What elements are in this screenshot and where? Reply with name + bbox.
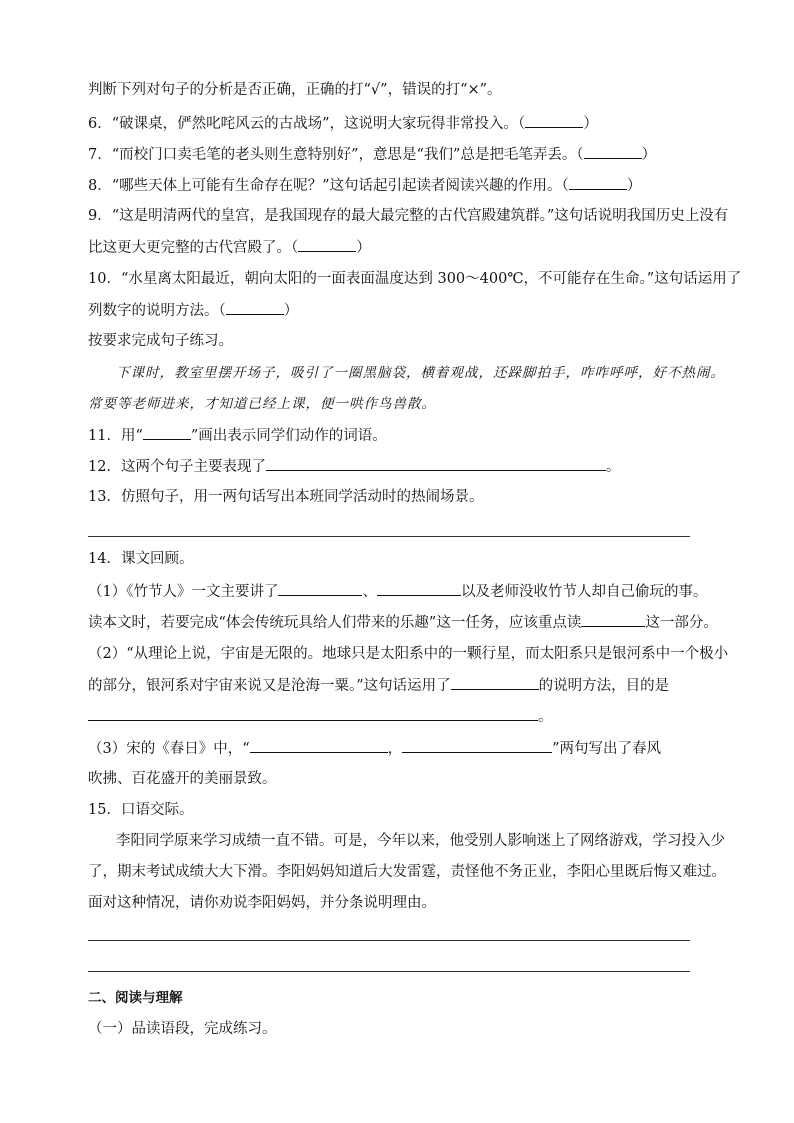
question-13: 13．仿照句子，用一两句话写出本班同学活动时的热闹场景。 <box>88 489 484 505</box>
question-14: 14．课文回顾。 <box>88 551 194 567</box>
answer-blank-14-1b[interactable] <box>377 581 461 596</box>
instruction-line: 判断下列对句子的分析是否正确，正确的打“√”，错误的打“×”。 <box>88 82 502 98</box>
question-14-2-line2: 的部分，银河系对宇宙来说又是沧海一粟。”这句话运用了 的说明方法，目的是 <box>88 675 669 696</box>
answer-blank-14-2a[interactable] <box>451 675 539 690</box>
answer-blank-14-1c[interactable] <box>581 612 645 627</box>
question-10-line1: 10．“水星离太阳最近，朝向太阳的一面表面温度达到 300～400℃，不可能存在生命。”这句话运用了 <box>88 271 742 287</box>
section-heading-reading: 二、阅读与理解 <box>88 990 183 1006</box>
answer-line-15b[interactable] <box>88 971 690 972</box>
question-10-line2: 列数字的说明方法。（ ） <box>88 300 298 321</box>
question-15-para-line2: 了，期末考试成绩大大下滑。李阳妈妈知道后大发雷霆，责怪他不务正业，李阳心里既后悔又难过。 <box>88 864 726 880</box>
question-14-3-line2: 吹拂、百花盛开的美丽景致。 <box>88 771 277 787</box>
question-8: 8．“哪些天体上可能有生命存在呢？”这句话起引起读者阅读兴趣的作用。（ ） <box>88 175 641 196</box>
subsection-heading: （一）品读语段，完成练习。 <box>88 1021 277 1037</box>
answer-line-15a[interactable] <box>88 940 690 941</box>
passage-line1: 下课时，教室里摆开场子，吸引了一圈黑脑袋，横着观战，还跺脚拍手，咋咋呼呼，好不热闹。 <box>116 365 725 381</box>
answer-blank-8[interactable] <box>569 175 627 190</box>
answer-line-13[interactable] <box>88 536 690 537</box>
underline-sample <box>143 425 191 440</box>
question-14-1-line1: （1）《竹节人》一文主要讲了 、 以及老师没收竹节人却自己偷玩的事。 <box>88 581 707 602</box>
answer-blank-14-1a[interactable] <box>278 581 362 596</box>
answer-blank-10[interactable] <box>226 300 284 315</box>
question-6: 6．“破课桌，俨然叱咤风云的古战场”，这说明大家玩得非常投入。（ ） <box>88 113 598 134</box>
answer-blank-6[interactable] <box>525 113 583 128</box>
answer-blank-14-2b[interactable] <box>88 706 538 721</box>
answer-blank-7[interactable] <box>584 144 642 159</box>
question-14-1-line2: 读本文时，若要完成“体会传统玩具给人们带来的乐趣”这一任务，应该重点读 这一部分。 <box>88 612 718 633</box>
answer-blank-14-3b[interactable] <box>402 738 552 753</box>
question-11: 11．用“ ”画出表示同学们动作的词语。 <box>88 425 387 446</box>
question-15-para-line3: 面对这种情况，请你劝说李阳妈妈，并分条说明理由。 <box>88 895 436 911</box>
question-14-2-line1: （2）“从理论上说，宇宙是无限的。地球只是太阳系中的一颗行星，而太阳系只是银河系中一个极小 <box>88 646 729 662</box>
answer-blank-12[interactable] <box>266 456 606 471</box>
answer-blank-14-3a[interactable] <box>250 738 388 753</box>
question-12: 12．这两个句子主要表现了 。 <box>88 456 620 477</box>
question-14-3-line1: （3）宋的《春日》中，“ ， ”两句写出了春风 <box>88 738 661 759</box>
question-14-2-line3: 。 <box>88 706 553 727</box>
task-instruction: 按要求完成句子练习。 <box>88 333 233 349</box>
question-9-line2: 比这更大更完整的古代宫殿了。（ ） <box>88 237 371 258</box>
passage-line2: 常要等老师进来，才知道已经上课，便一哄作鸟兽散。 <box>88 396 436 412</box>
question-7: 7．“而校门口卖毛笔的老头则生意特别好”，意思是“我们”总是把毛笔弄丢。（ ） <box>88 144 656 165</box>
question-9-line1: 9．“这是明清两代的皇宫，是我国现存的最大最完整的古代宫殿建筑群。”这句话说明我国历史上没有 <box>88 208 729 224</box>
question-15-para-line1: 李阳同学原来学习成绩一直不错。可是，今年以来，他受别人影响迷上了网络游戏，学习投入少 <box>116 833 725 849</box>
question-15: 15．口语交际。 <box>88 802 194 818</box>
answer-blank-9[interactable] <box>298 237 356 252</box>
